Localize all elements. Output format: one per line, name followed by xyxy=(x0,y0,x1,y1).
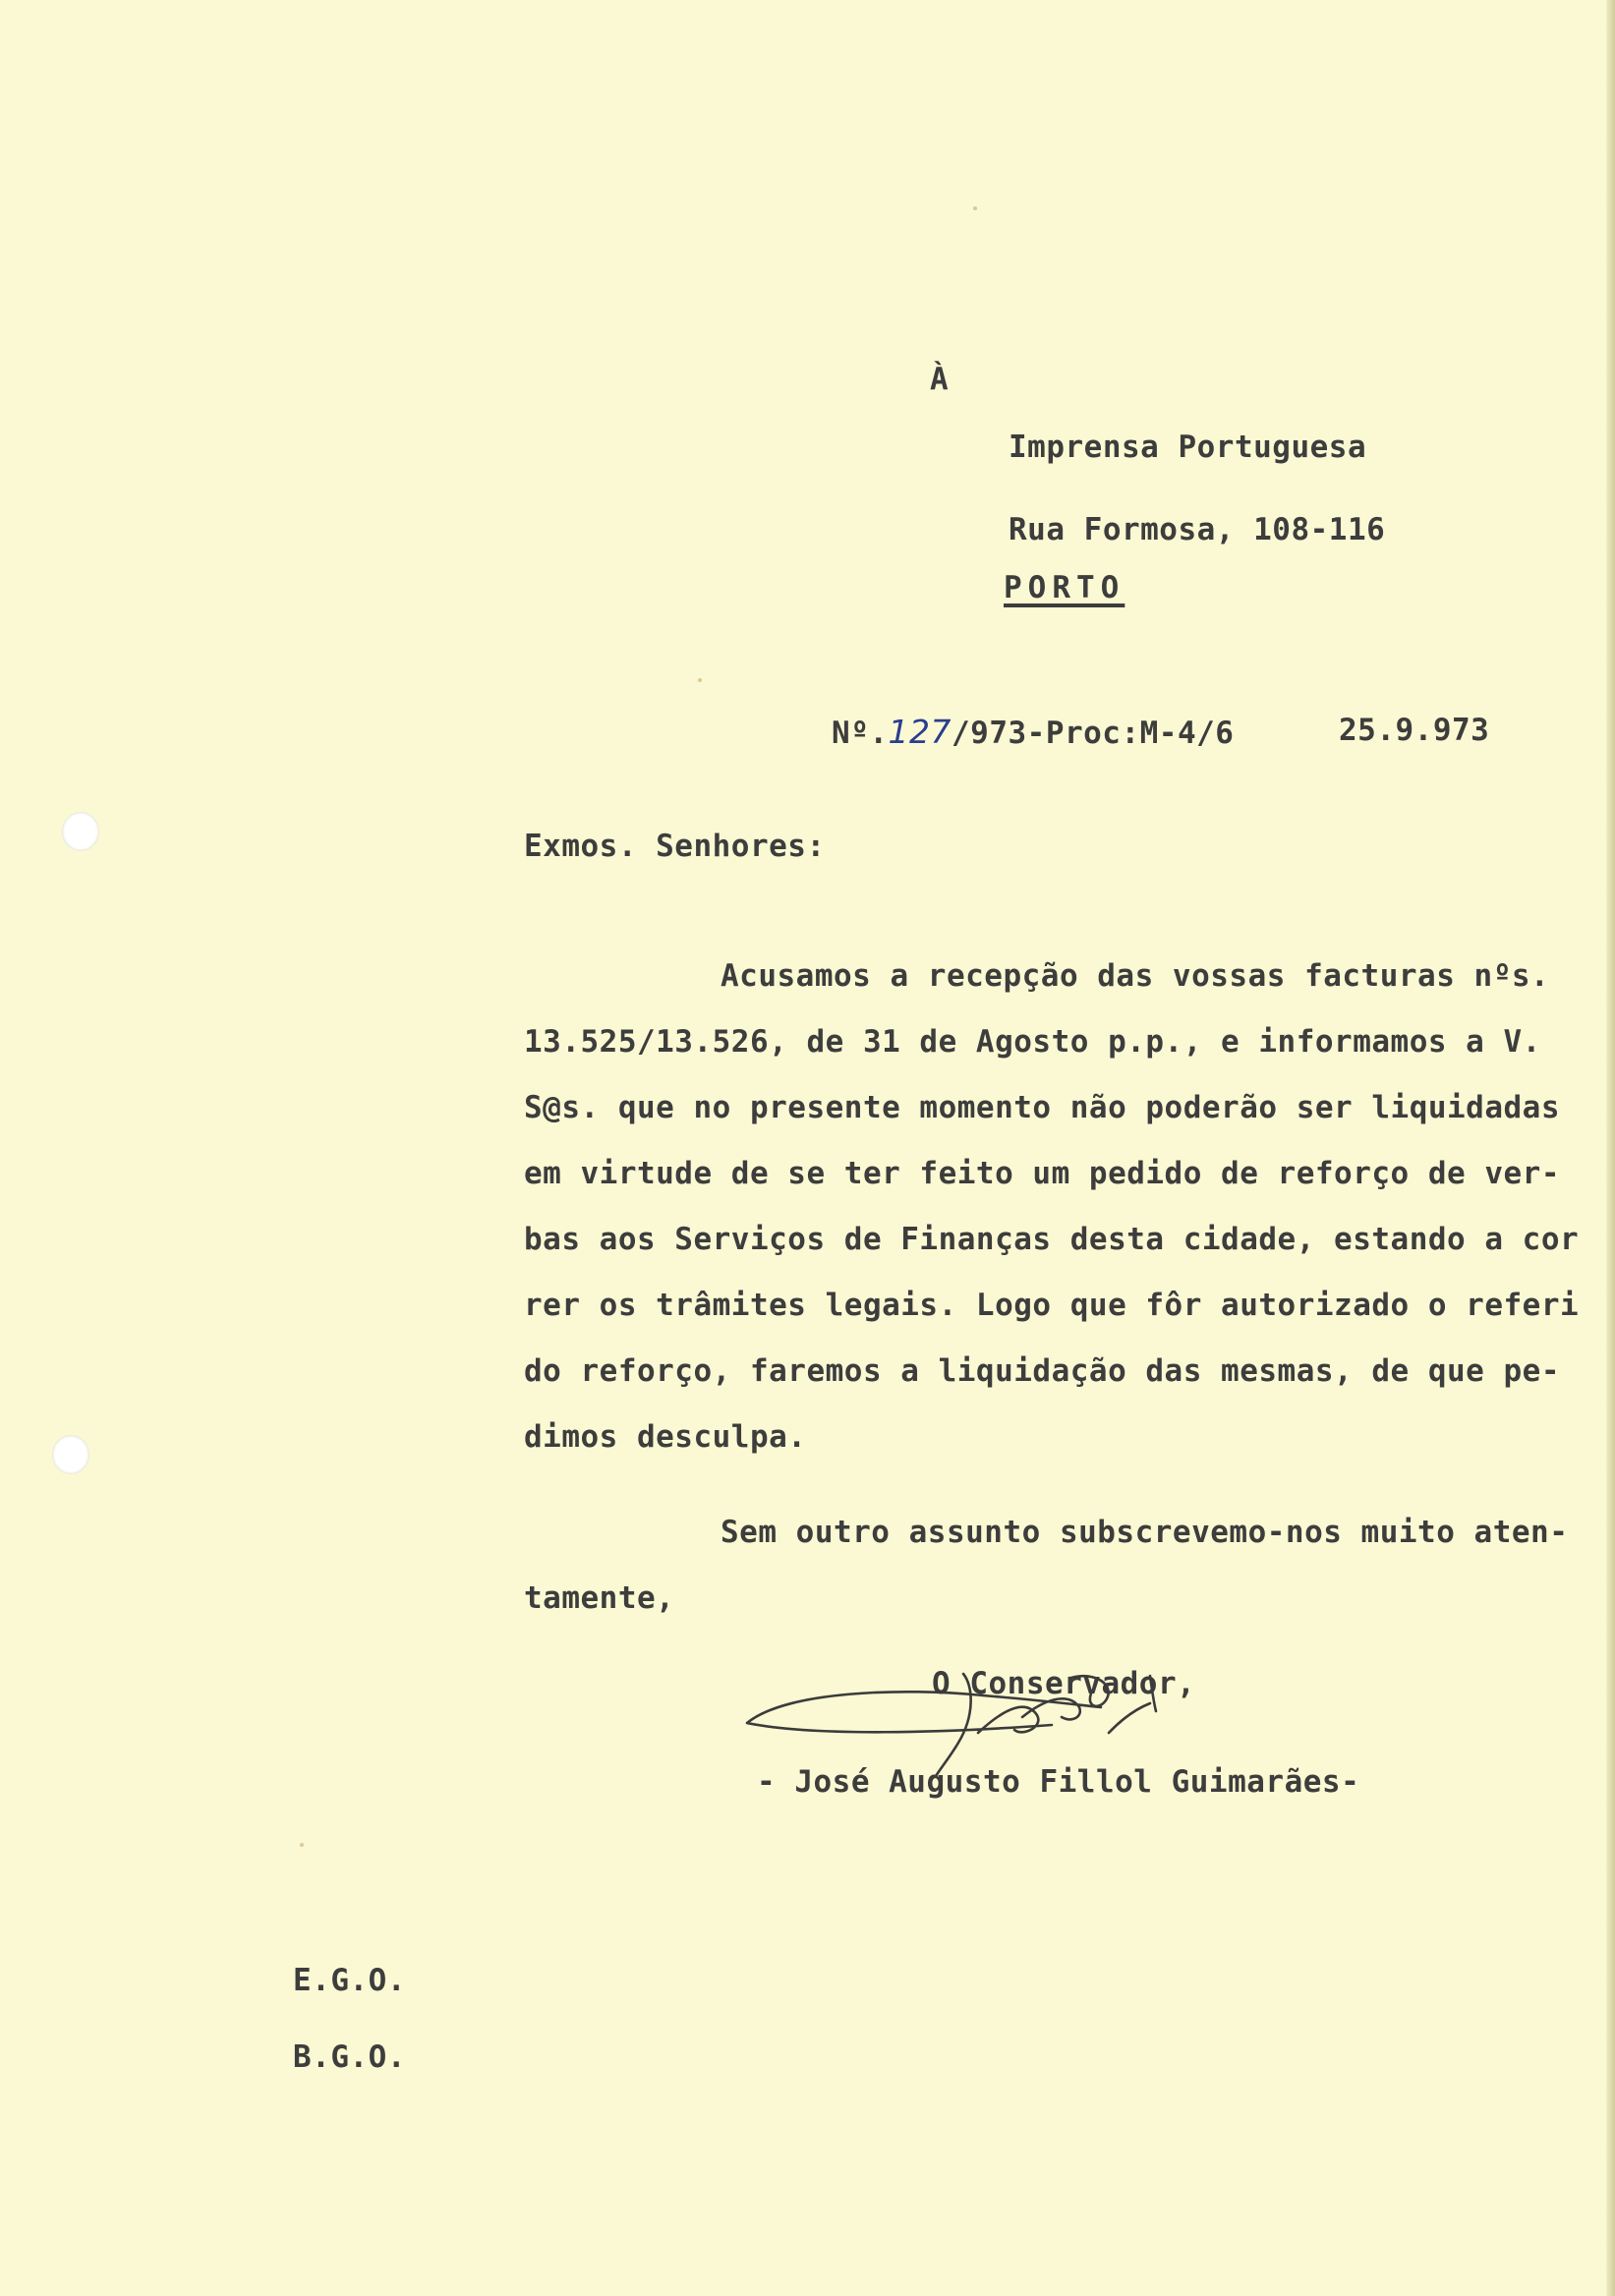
closing-title: O Conservador, xyxy=(932,1666,1196,1701)
reference-line xyxy=(832,713,1234,751)
copy-mark-ego: E.G.O. xyxy=(293,1963,406,1998)
copy-mark-bgo: B.G.O. xyxy=(293,2039,406,2075)
recipient-city: PORTO xyxy=(1004,570,1125,605)
reference-process: /973-Proc:M-4/6 xyxy=(952,716,1235,751)
paragraph-line: 13.525/13.526, de 31 de Agosto p.p., e informamos a V. xyxy=(524,1024,1541,1060)
letter-date: 25.9.973 xyxy=(1339,713,1490,748)
paragraph-line: tamente, xyxy=(524,1580,675,1616)
paragraph-line: em virtude de se ter feito um pedido de reforço de ver- xyxy=(524,1156,1560,1191)
salutation: Exmos. Senhores: xyxy=(524,829,826,864)
paper-speck xyxy=(300,1843,304,1847)
recipient-name: Imprensa Portuguesa xyxy=(1009,430,1367,465)
paragraph-line: Acusamos a recepção das vossas facturas nºs. xyxy=(721,958,1550,994)
paper-edge xyxy=(1606,0,1615,2296)
recipient-prefix: À xyxy=(930,362,950,397)
signatory-name: - José Augusto Fillol Guimarães- xyxy=(757,1764,1360,1800)
paper-speck xyxy=(973,206,977,210)
reference-prefix: Nº. xyxy=(832,716,889,751)
punch-hole-top xyxy=(62,812,99,851)
punch-hole-bottom xyxy=(52,1435,89,1474)
handwritten-signature xyxy=(727,1646,1278,1784)
paragraph-line: dimos desculpa. xyxy=(524,1419,807,1455)
paragraph-line: do reforço, faremos a liquidação das mesmas, de que pe- xyxy=(524,1353,1560,1389)
paragraph-line: S@s. que no presente momento não poderão ser liquidadas xyxy=(524,1090,1560,1125)
paragraph-line: rer os trâmites legais. Logo que fôr autorizado o referi xyxy=(524,1288,1580,1323)
paper-speck xyxy=(698,678,702,682)
paragraph-line: bas aos Serviços de Finanças desta cidade, estando a cor xyxy=(524,1222,1580,1257)
paragraph-line: Sem outro assunto subscrevemo-nos muito aten- xyxy=(721,1515,1569,1550)
reference-handwritten-number: 127 xyxy=(888,713,952,751)
recipient-street: Rua Formosa, 108-116 xyxy=(1009,512,1386,547)
